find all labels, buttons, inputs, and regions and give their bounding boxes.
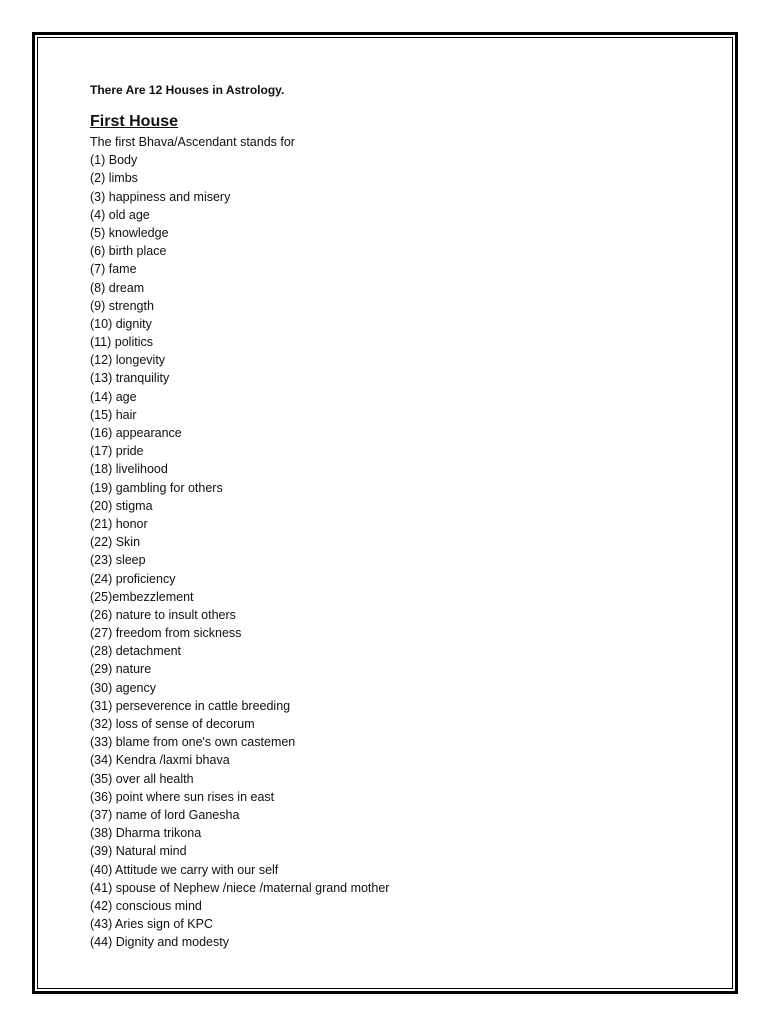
list-item: (16) appearance: [90, 426, 182, 440]
list-item: (20) stigma: [90, 498, 153, 513]
list-item: (14) age: [90, 389, 137, 404]
list-item: (12) longevity: [90, 353, 166, 368]
list-item: (25)embezzlement: [90, 589, 194, 604]
section-subtitle: The first Bhava/Ascendant stands for: [90, 135, 295, 149]
list-item: (33) blame from one's own castemen: [90, 735, 296, 750]
list-item: (31) perseverence in cattle breeding: [90, 698, 291, 713]
list-item: (4) old age: [90, 207, 150, 222]
list-item: (44) Dignity and modesty: [90, 935, 229, 950]
list-item: (9) strength: [90, 298, 154, 313]
list-item: (29) nature: [90, 662, 152, 677]
list-item: (10) dignity: [90, 316, 152, 331]
list-item: (18) livelihood: [90, 462, 168, 477]
section-heading: First House: [90, 113, 179, 130]
list-item: (30) agency: [90, 680, 157, 695]
list-item: (5) knowledge: [90, 225, 169, 240]
list-item: (39) Natural mind: [90, 844, 187, 859]
list-item: (15) hair: [90, 407, 137, 422]
list-item: (13) tranquility: [90, 371, 170, 386]
intro-text: There Are 12 Houses in Astrology.: [90, 83, 285, 97]
attributes-list: [90, 151, 690, 951]
list-item: (8) dream: [90, 280, 145, 295]
list-item: (19) gambling for others: [90, 480, 223, 495]
list-item: (28) detachment: [90, 644, 182, 659]
list-item: (38) Dharma trikona: [90, 826, 202, 841]
list-item: (2) limbs: [90, 171, 138, 186]
list-item: (1) Body: [90, 153, 138, 168]
list-item: (36) point where sun rises in east: [90, 789, 275, 804]
list-item: (42) conscious mind: [90, 898, 202, 913]
list-item: (43) Aries sign of KPC: [90, 917, 213, 932]
list-item: (35) over all health: [90, 771, 194, 786]
list-item: (17) pride: [90, 444, 144, 459]
list-item: (41) spouse of Nephew /niece /maternal grand mother: [90, 880, 390, 895]
list-item: (23) sleep: [90, 553, 146, 568]
list-item: (37) name of lord Ganesha: [90, 807, 240, 822]
document-body: [90, 80, 690, 951]
list-item: (21) honor: [90, 516, 148, 531]
list-item: (7) fame: [90, 262, 137, 277]
list-item: (26) nature to insult others: [90, 607, 236, 622]
list-item: (32) loss of sense of decorum: [90, 717, 255, 731]
list-item: (11) politics: [90, 335, 153, 350]
list-item: (27) freedom from sickness: [90, 626, 242, 641]
list-item: (6) birth place: [90, 244, 167, 259]
list-item: (40) Attitude we carry with our self: [90, 862, 279, 877]
list-item: (34) Kendra /laxmi bhava: [90, 753, 230, 768]
list-item: (22) Skin: [90, 535, 141, 550]
list-item: (24) proficiency: [90, 571, 176, 586]
list-item: (3) happiness and misery: [90, 189, 231, 204]
